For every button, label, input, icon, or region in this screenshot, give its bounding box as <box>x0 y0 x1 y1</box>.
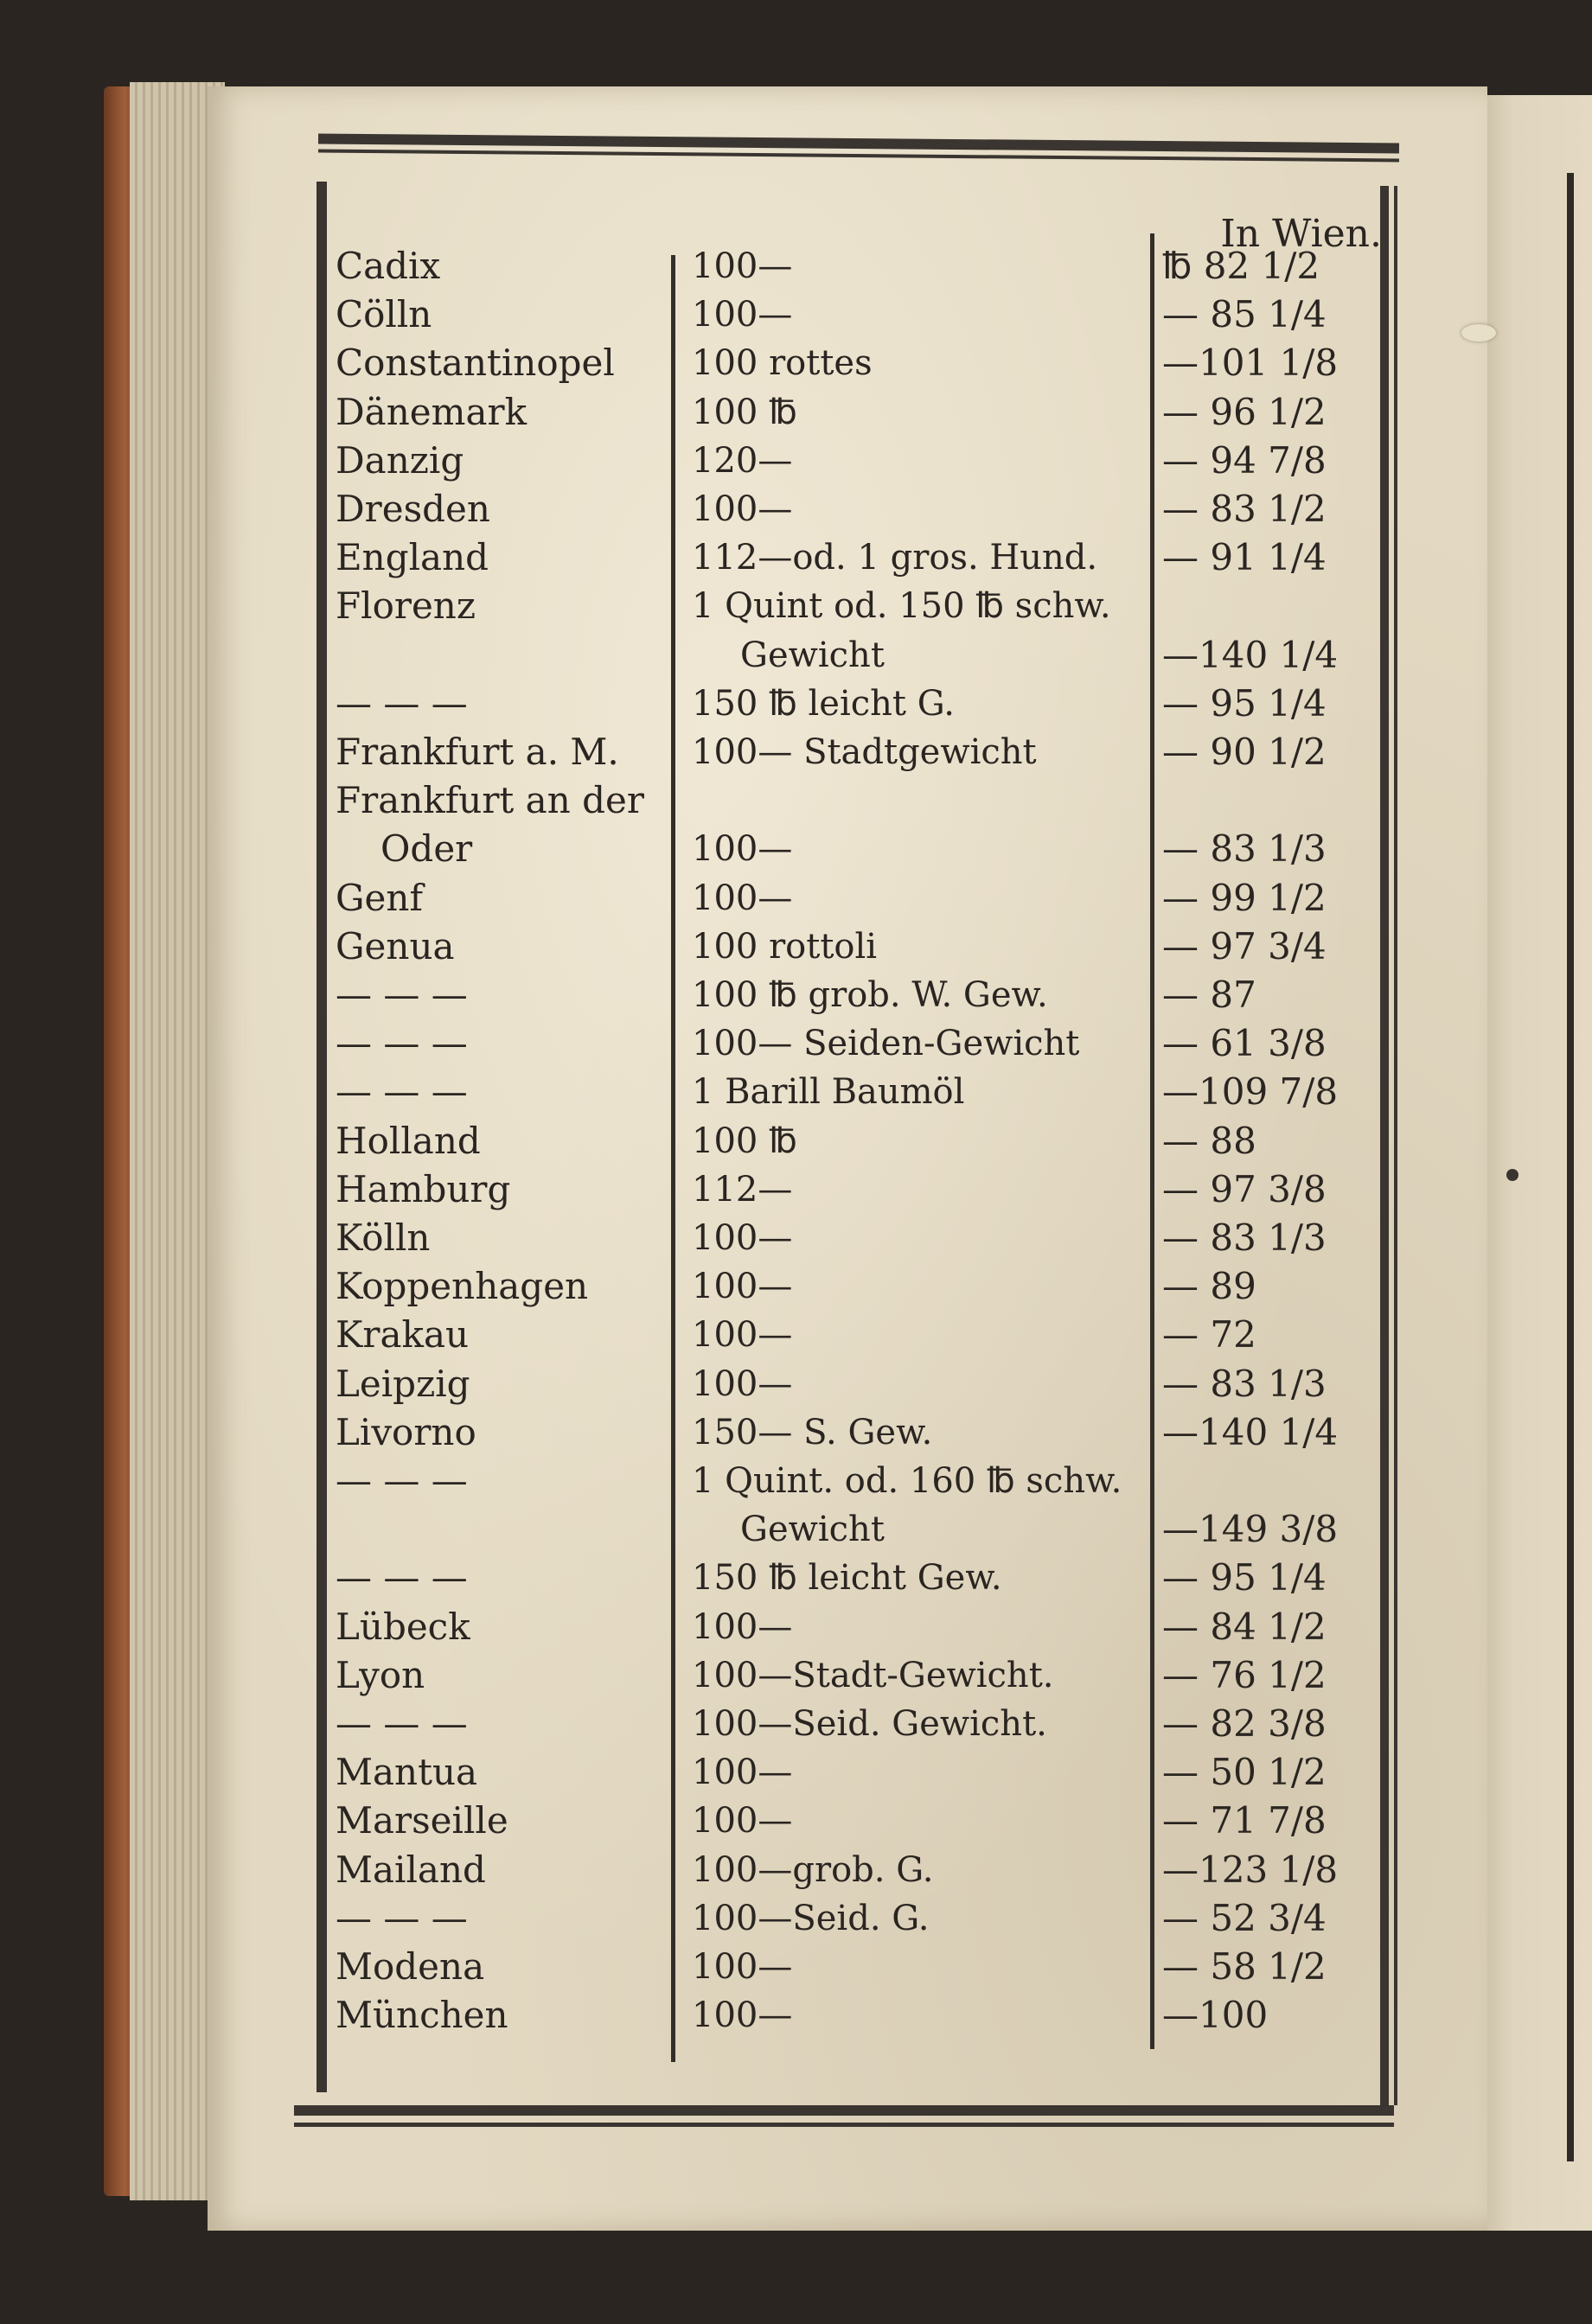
place-name: — — — <box>336 681 468 725</box>
measure-unit: 100—grob. G. <box>692 1849 934 1890</box>
table-row <box>336 825 1382 873</box>
place-name: — — — <box>336 1070 468 1114</box>
measure-unit: 100 ℔ <box>692 392 797 432</box>
vienna-value: — 97 3/8 <box>1162 1167 1327 1210</box>
vienna-value: — 52 3/4 <box>1162 1896 1327 1939</box>
vienna-value: — 88 <box>1162 1119 1256 1162</box>
table-row <box>336 1894 1382 1943</box>
table-row <box>336 1262 1382 1311</box>
table-row <box>336 1117 1382 1165</box>
place-name: Kölln <box>336 1216 431 1259</box>
measure-unit: Gewicht <box>740 1510 885 1550</box>
table-row <box>336 1408 1382 1457</box>
vienna-value: — 99 1/2 <box>1162 876 1327 919</box>
vienna-value: —101 1/8 <box>1162 342 1339 385</box>
table-row <box>336 533 1382 582</box>
place-name: Lyon <box>336 1653 425 1696</box>
binding-hole <box>1461 324 1496 342</box>
measure-unit: 1 Quint. od. 160 ℔ schw. <box>692 1461 1122 1501</box>
table-row <box>336 339 1382 387</box>
vienna-value: — 82 3/8 <box>1162 1702 1327 1745</box>
place-name: Danzig <box>336 438 464 482</box>
measure-unit: 100— <box>692 1947 793 1987</box>
vienna-value: — 87 <box>1162 974 1256 1016</box>
place-name: München <box>336 1994 508 2037</box>
vienna-value: —100 <box>1162 1994 1269 2037</box>
measure-unit: 100—Seid. G. <box>692 1898 930 1938</box>
measure-unit: 100— <box>692 246 793 286</box>
vienna-value: — 58 1/2 <box>1162 1945 1327 1988</box>
vienna-value: — 83 1/2 <box>1162 488 1327 530</box>
measure-unit: 100 rottoli <box>692 926 878 967</box>
measure-unit: 100—Stadt-Gewicht. <box>692 1655 1054 1695</box>
vienna-value: —149 3/8 <box>1162 1508 1339 1551</box>
table-row <box>336 1165 1382 1214</box>
place-name: — — — <box>336 1459 468 1502</box>
table-row <box>336 1846 1382 1894</box>
table-row <box>336 1603 1382 1651</box>
measure-unit: 100— Stadtgewicht <box>692 732 1037 772</box>
table-row <box>336 1311 1382 1359</box>
place-name: Frankfurt a. M. <box>336 731 619 773</box>
vienna-value: — 85 1/4 <box>1162 293 1327 336</box>
measure-unit: 100— <box>692 829 793 870</box>
place-name: Holland <box>336 1119 481 1162</box>
vienna-value: — 76 1/2 <box>1162 1653 1327 1696</box>
table-row <box>336 1214 1382 1262</box>
frame-left-rule <box>316 182 327 2092</box>
table-row <box>336 971 1382 1019</box>
place-name: Livorno <box>336 1410 476 1453</box>
measure-unit: 100 ℔ grob. W. Gew. <box>692 975 1048 1015</box>
measure-unit: 1 Barill Baumöl <box>692 1072 965 1113</box>
vienna-value: — 97 3/4 <box>1162 924 1327 967</box>
table-row <box>336 728 1382 776</box>
place-name: Lübeck <box>336 1605 470 1648</box>
measure-unit: 100— <box>692 1753 793 1793</box>
table-row <box>336 1943 1382 1991</box>
table-row <box>336 1554 1382 1602</box>
table-row <box>336 1457 1382 1505</box>
place-name: Leipzig <box>336 1362 470 1405</box>
next-page-rule <box>1567 173 1574 2161</box>
place-name: Cadix <box>336 245 441 287</box>
place-name: — — — <box>336 1022 468 1065</box>
place-name: Genua <box>336 924 455 967</box>
measure-unit: 112—od. 1 gros. Hund. <box>692 538 1098 578</box>
table-row <box>336 1019 1382 1068</box>
measure-unit: 100— <box>692 1606 793 1647</box>
table-row <box>336 437 1382 485</box>
place-name: Mantua <box>336 1751 478 1794</box>
measure-unit: Gewicht <box>740 635 885 675</box>
place-name: Mailand <box>336 1848 486 1891</box>
measure-unit: 100— Seiden-Gewicht <box>692 1024 1080 1064</box>
place-name: England <box>336 536 489 579</box>
vienna-value: — 50 1/2 <box>1162 1751 1327 1794</box>
vienna-value: — 72 <box>1162 1313 1256 1357</box>
column-header: In Wien. <box>1220 212 1382 256</box>
place-name: — — — <box>336 1896 468 1939</box>
vienna-value: — 61 3/8 <box>1162 1022 1327 1065</box>
vienna-value: — 95 1/4 <box>1162 1556 1327 1599</box>
measure-unit: 100—Seid. Gewicht. <box>692 1704 1047 1744</box>
measure-unit: 100 rottes <box>692 343 873 384</box>
table-row <box>336 1991 1382 2040</box>
measure-unit: 150— S. Gew. <box>692 1412 933 1452</box>
table-row <box>336 1700 1382 1748</box>
measure-unit: 100— <box>692 295 793 335</box>
table-row <box>336 388 1382 437</box>
place-name: Florenz <box>336 584 476 628</box>
measure-unit: 120— <box>692 440 793 481</box>
table-row <box>336 680 1382 728</box>
table-row <box>336 923 1382 971</box>
place-name: Modena <box>336 1945 485 1988</box>
frame-bottom-rule-thin <box>294 2123 1394 2127</box>
place-name: Dresden <box>336 488 490 530</box>
vienna-value: —140 1/4 <box>1162 633 1339 676</box>
frame-right-rule-thin <box>1394 186 1397 2105</box>
measure-unit: 100— <box>692 489 793 529</box>
measure-unit: 100— <box>692 1801 793 1842</box>
vienna-value: ℔ 82 1/2 <box>1162 245 1320 287</box>
vienna-value: — 83 1/3 <box>1162 1216 1327 1259</box>
table-row <box>336 242 1382 290</box>
place-name: Frankfurt an der <box>336 779 644 822</box>
place-name: Cölln <box>336 293 432 336</box>
place-name: Dänemark <box>336 390 527 433</box>
place-name: — — — <box>336 1556 468 1599</box>
measure-unit: 150 ℔ leicht G. <box>692 683 955 724</box>
vienna-value: — 83 1/3 <box>1162 1362 1327 1405</box>
vienna-value: — 84 1/2 <box>1162 1605 1327 1648</box>
measure-unit: 100— <box>692 1995 793 2036</box>
frame-bottom-rule <box>294 2105 1394 2116</box>
vienna-value: — 91 1/4 <box>1162 536 1327 579</box>
table-row <box>336 874 1382 923</box>
place-name: Marseille <box>336 1799 508 1842</box>
vienna-value: —140 1/4 <box>1162 1410 1339 1453</box>
measure-unit: 100— <box>692 1218 793 1258</box>
table-row <box>336 1797 1382 1845</box>
vienna-value: — 71 7/8 <box>1162 1799 1327 1842</box>
place-name: Hamburg <box>336 1167 511 1210</box>
table-row <box>336 1360 1382 1408</box>
table-row <box>336 776 1382 825</box>
measure-unit: 100 ℔ <box>692 1120 797 1161</box>
table-row <box>336 485 1382 533</box>
table-row <box>336 582 1382 630</box>
table-row <box>336 1068 1382 1116</box>
measure-unit: 100— <box>692 1363 793 1404</box>
place-name: — — — <box>336 1702 468 1745</box>
vienna-value: — 94 7/8 <box>1162 438 1327 482</box>
place-name: Koppenhagen <box>336 1265 589 1308</box>
vienna-value: — 90 1/2 <box>1162 731 1327 773</box>
vienna-value: — 89 <box>1162 1265 1256 1308</box>
vienna-value: — 83 1/3 <box>1162 827 1327 871</box>
vienna-value: —109 7/8 <box>1162 1070 1339 1114</box>
measure-unit: 100— <box>692 1267 793 1307</box>
measure-unit: 100— <box>692 878 793 918</box>
next-page <box>1480 95 1592 2231</box>
measure-unit: 112— <box>692 1169 793 1210</box>
vienna-value: — 95 1/4 <box>1162 681 1327 725</box>
measure-unit: 150 ℔ leicht Gew. <box>692 1558 1002 1599</box>
place-name: Oder <box>380 827 473 871</box>
table-row <box>336 290 1382 339</box>
measure-unit: 1 Quint od. 150 ℔ schw. <box>692 586 1111 627</box>
place-name: Krakau <box>336 1313 470 1357</box>
measure-unit: 100— <box>692 1315 793 1356</box>
place-name: — — — <box>336 974 468 1016</box>
table-row <box>336 631 1382 680</box>
binding-hole <box>1506 1169 1518 1181</box>
place-name: Genf <box>336 876 424 919</box>
table-row <box>336 1748 1382 1797</box>
place-name: Constantinopel <box>336 342 615 385</box>
vienna-value: —123 1/8 <box>1162 1848 1339 1891</box>
table-row <box>336 1505 1382 1554</box>
vienna-value: — 96 1/2 <box>1162 390 1327 433</box>
table-row <box>336 1651 1382 1700</box>
